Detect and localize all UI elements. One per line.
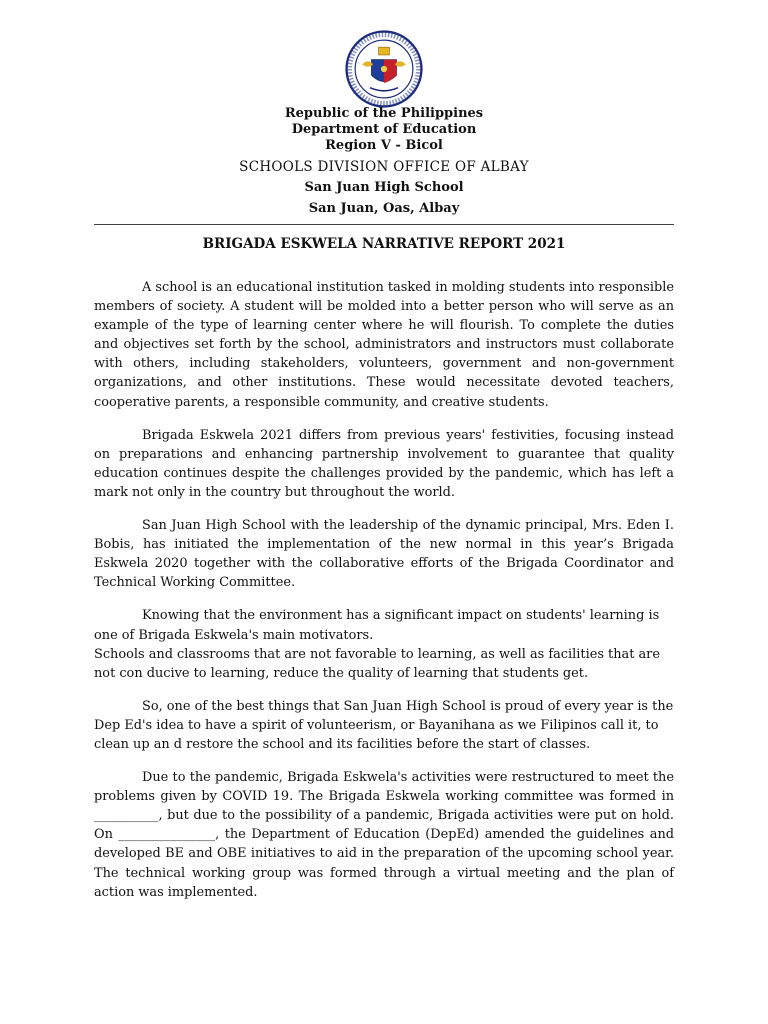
report-title: BRIGADA ESKWELA NARRATIVE REPORT 2021 [202,236,566,252]
paragraph-4a: Knowing that the environment has a significant impact on students' learning is one of Brigada Eskwela's main motivators. [94,608,660,643]
deped-seal-logo [345,30,423,108]
paragraph-2: Brigada Eskwela 2021 differs from previous years' festivities, focusing instead on preparations and enhancing partnership involvement to guarantee that quality education continues despite the challenges provided by the pandemic, which has left a mark not only in the country but throughout the world. [94,427,674,500]
header-republic: Republic of the Philippines [284,106,484,121]
paragraph-5: So, one of the best things that San Juan High School is proud of every year is the Dep Ed's idea to have a spirit of volunteerism, or Bayanihana as we Filipinos call it, to clean up an d restore the school and its facilities before the start of classes. [94,698,674,752]
header-school-address: San Juan, Oas, Albay [308,201,460,216]
paragraph-4b: Schools and classrooms that are not favorable to learning, as well as facilities that are not con ducive to learning, reduce the quality of learning that students get. [94,646,660,681]
header-department: Department of Education [291,122,477,137]
header-divider [94,224,674,225]
header-school-name: San Juan High School [304,180,464,195]
header-region: Region V - Bicol [325,138,443,153]
header-division: SCHOOLS DIVISION OFFICE OF ALBAY [239,159,529,175]
paragraph-6: Due to the pandemic, Brigada Eskwela's activities were restructured to meet the problems given by COVID 19. The Brigada Eskwela working committee was formed in __________, but due to the possibility of a pandemic, Brigada activities were put on hold. On _______________, the Department of Education (DepEd) amended the guidelines and developed BE and OBE initiatives to aid in the preparation of the upcoming school year. The technical working group was formed through a virtual meeting and the plan of action was implemented. [94,770,674,900]
paragraph-1: A school is an educational institution tasked in molding students into responsible members of society. A student will be molded into a better person who will serve as an example of the type of learning center where he will flourish. To complete the duties and objectives set forth by the school, administrators and instructors must collaborate with others, including stakeholders, volunteers, government and non-government organizations, and other institutions. These would necessitate devoted teachers, cooperative parents, a responsible community, and creative students. [94,280,674,410]
report-body [94,278,674,916]
paragraph-3: San Juan High School with the leadership of the dynamic principal, Mrs. Eden I. Bobis, has initiated the implementation of the new normal in this year’s Brigada Eskwela 2020 together with the collaborative efforts of the Brigada Coordinator and Technical Working Committee. [94,518,674,591]
